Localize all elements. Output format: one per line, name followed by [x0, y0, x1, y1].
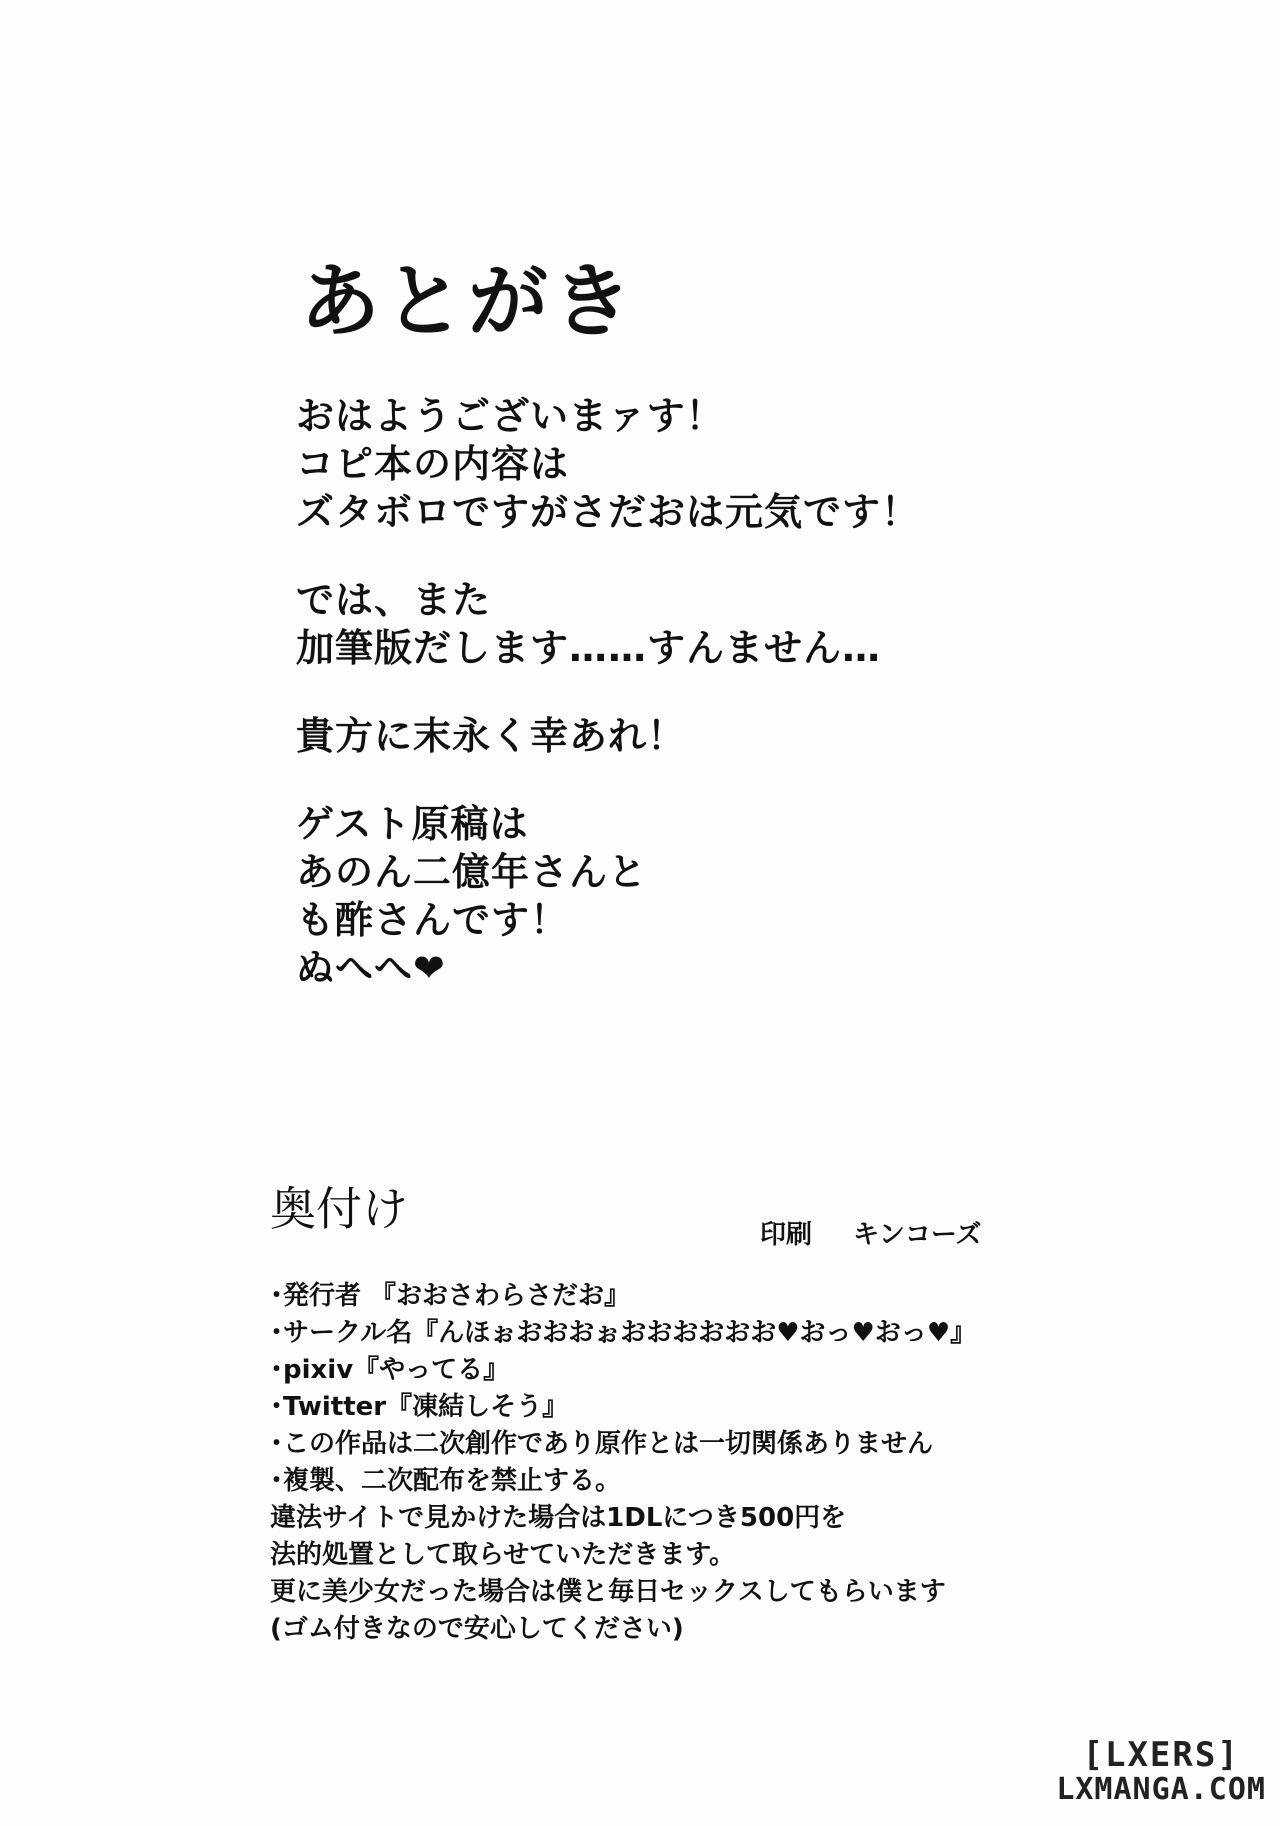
afterword-line: おはようございまァす！: [296, 394, 725, 438]
afterword-line: あのん二億年さんと: [296, 850, 648, 894]
colophon-line-copying: ･複製、二次配布を禁止する。: [270, 1466, 622, 1496]
afterword-line: ぬへへ❤: [296, 946, 446, 990]
watermark-site: LXMANGA.COM: [1056, 1771, 1266, 1807]
colophon-line-notice: 法的処置として取らせていただきます。: [270, 1540, 736, 1570]
afterword-paragraph-1: [296, 392, 1056, 536]
colophon-line-notice: 違法サイトで見かけた場合は1DLにつき500円を: [270, 1503, 847, 1533]
afterword-line: ズタボロですがさだおは元気です！: [296, 490, 921, 534]
colophon-line-notice: 更に美少女だった場合は僕と毎日セックスしてもらいます: [270, 1577, 946, 1607]
afterword-line: も酢さんです！: [296, 898, 570, 942]
printer-credit: [760, 1214, 982, 1251]
afterword-paragraph-4: [296, 800, 1056, 992]
colophon-line-publisher: ･発行者 『おおさわらさだお』: [270, 1281, 631, 1311]
watermark-brand: [LXERS]: [1082, 1735, 1240, 1775]
colophon-line-disclaimer: ･この作品は二次創作であり原作とは一切関係ありません: [270, 1429, 934, 1459]
afterword-line: 加筆版だします……すんません…: [296, 626, 882, 670]
afterword-line: コピ本の内容は: [296, 442, 570, 486]
site-watermark: [1056, 1735, 1266, 1807]
colophon-line-notice: (ゴム付きなので安心してください): [270, 1614, 684, 1644]
printer-name: キンコーズ: [853, 1220, 982, 1250]
afterword-paragraph-2: [296, 576, 1056, 672]
colophon-details: [270, 1278, 1070, 1648]
printer-label: 印刷: [760, 1220, 813, 1250]
colophon-line-circle: ･サークル名『んほぉおおおぉおおおおおお♥おっ♥おっ♥』: [270, 1318, 977, 1348]
afterword-paragraph-3: [296, 712, 1056, 760]
colophon-line-twitter: ･Twitter『凍結しそう』: [270, 1392, 569, 1422]
afterword-title: あとがき: [300, 255, 636, 348]
afterword-body: [296, 392, 1056, 1032]
afterword-line: では、また: [296, 578, 492, 622]
afterword-line: 貴方に末永く幸あれ！: [296, 714, 687, 758]
colophon-title: 奥付け: [270, 1182, 408, 1236]
afterword-line: ゲスト原稿は: [296, 802, 529, 846]
colophon-line-pixiv: ･pixiv『やってる』: [270, 1355, 510, 1385]
